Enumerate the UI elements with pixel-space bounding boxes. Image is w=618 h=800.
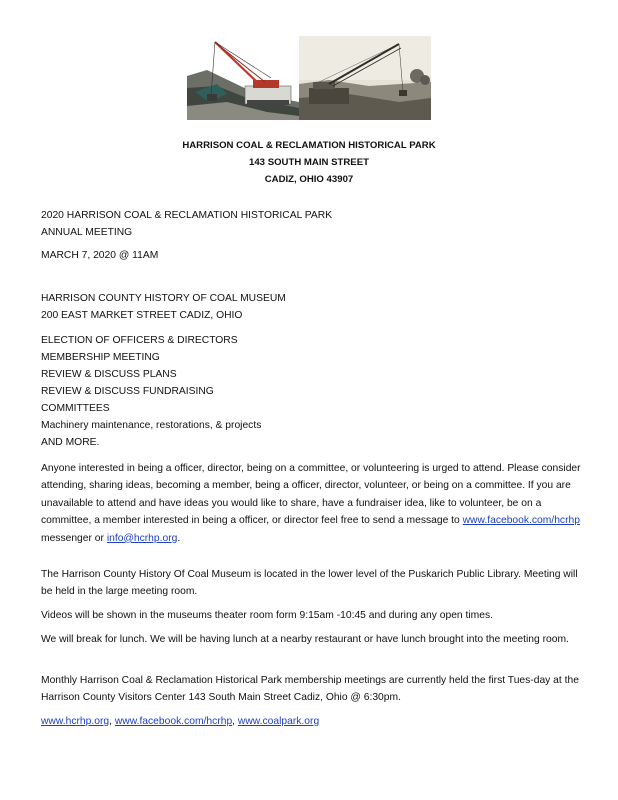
agenda-item: REVIEW & DISCUSS PLANS [41,369,177,380]
coalpark-link[interactable]: www.coalpark.org [237,716,320,727]
agenda-item: COMMITTEES [41,403,110,414]
meeting-title-line1: 2020 HARRISON COAL & RECLAMATION HISTORICAL PARK [41,210,333,221]
footer-links [41,713,319,730]
invite-paragraph [41,460,581,547]
park-name: HARRISON COAL & RECLAMATION HISTORICAL PARK [182,140,436,151]
website-link[interactable]: www.hcrhp.org [41,716,110,727]
location-name: HARRISON COUNTY HISTORY OF COAL MUSEUM [41,293,286,304]
email-link[interactable]: info@hcrhp.org [106,532,178,544]
dragline-color-photo [187,36,299,120]
facebook-link[interactable]: www.facebook.com/hcrhp [462,515,580,527]
meeting-title-line2: ANNUAL MEETING [41,227,133,238]
agenda-item: MEMBERSHIP MEETING [41,352,160,363]
invite-text: Anyone interested in being a officer, director, being on a committee, or volunteering is urged to attend. Please consider attending, sharing ideas, becoming a member, being a officer, director, volunteer, or being on a committee. If you are unavailable to attend and have ideas you would like to share, have a fundraiser idea, like to volunteer, be on a committee, a member interested in being a officer, or director feel free to send a message to [41,463,581,527]
header-photos [187,36,431,120]
park-street: 143 SOUTH MAIN STREET [249,157,369,168]
meeting-location [41,290,286,324]
link-separator: , [232,716,238,727]
park-city: CADIZ, OHIO 43907 [264,174,354,185]
link-separator: , [109,716,115,727]
dragline-historic-photo [299,36,431,120]
meeting-title [41,207,332,241]
agenda-item: ELECTION OF OFFICERS & DIRECTORS [41,335,238,346]
agenda-list [41,332,261,451]
facebook-footer-link[interactable]: www.facebook.com/hcrhp [114,716,233,727]
invite-end: . [177,532,181,544]
museum-paragraph: The Harrison County History Of Coal Museum is located in the lower level of the Puskarich Public Library. Meeting will be held in the large meeting room. [41,569,578,598]
agenda-item: AND MORE. [41,437,100,448]
invite-middle: messenger or [41,532,107,544]
videos-paragraph: Videos will be shown in the museums theater room form 9:15am -10:45 and during any open times. [41,610,493,621]
lunch-paragraph: We will break for lunch. We will be having lunch at a nearby restaurant or have lunch brought into the meeting room. [41,634,569,645]
location-address: 200 EAST MARKET STREET CADIZ, OHIO [41,310,243,321]
monthly-meetings-paragraph: Monthly Harrison Coal & Reclamation Historical Park membership meetings are currently held the first Tues-day at the Harrison County Visitors Center 143 South Main Street Cadiz, Ohio @ 6:30pm. [41,675,579,704]
agenda-item: REVIEW & DISCUSS FUNDRAISING [41,386,214,397]
agenda-item: Machinery maintenance, restorations, & projects [41,420,262,431]
meeting-date: MARCH 7, 2020 @ 11AM [41,250,159,261]
park-header [0,137,618,188]
